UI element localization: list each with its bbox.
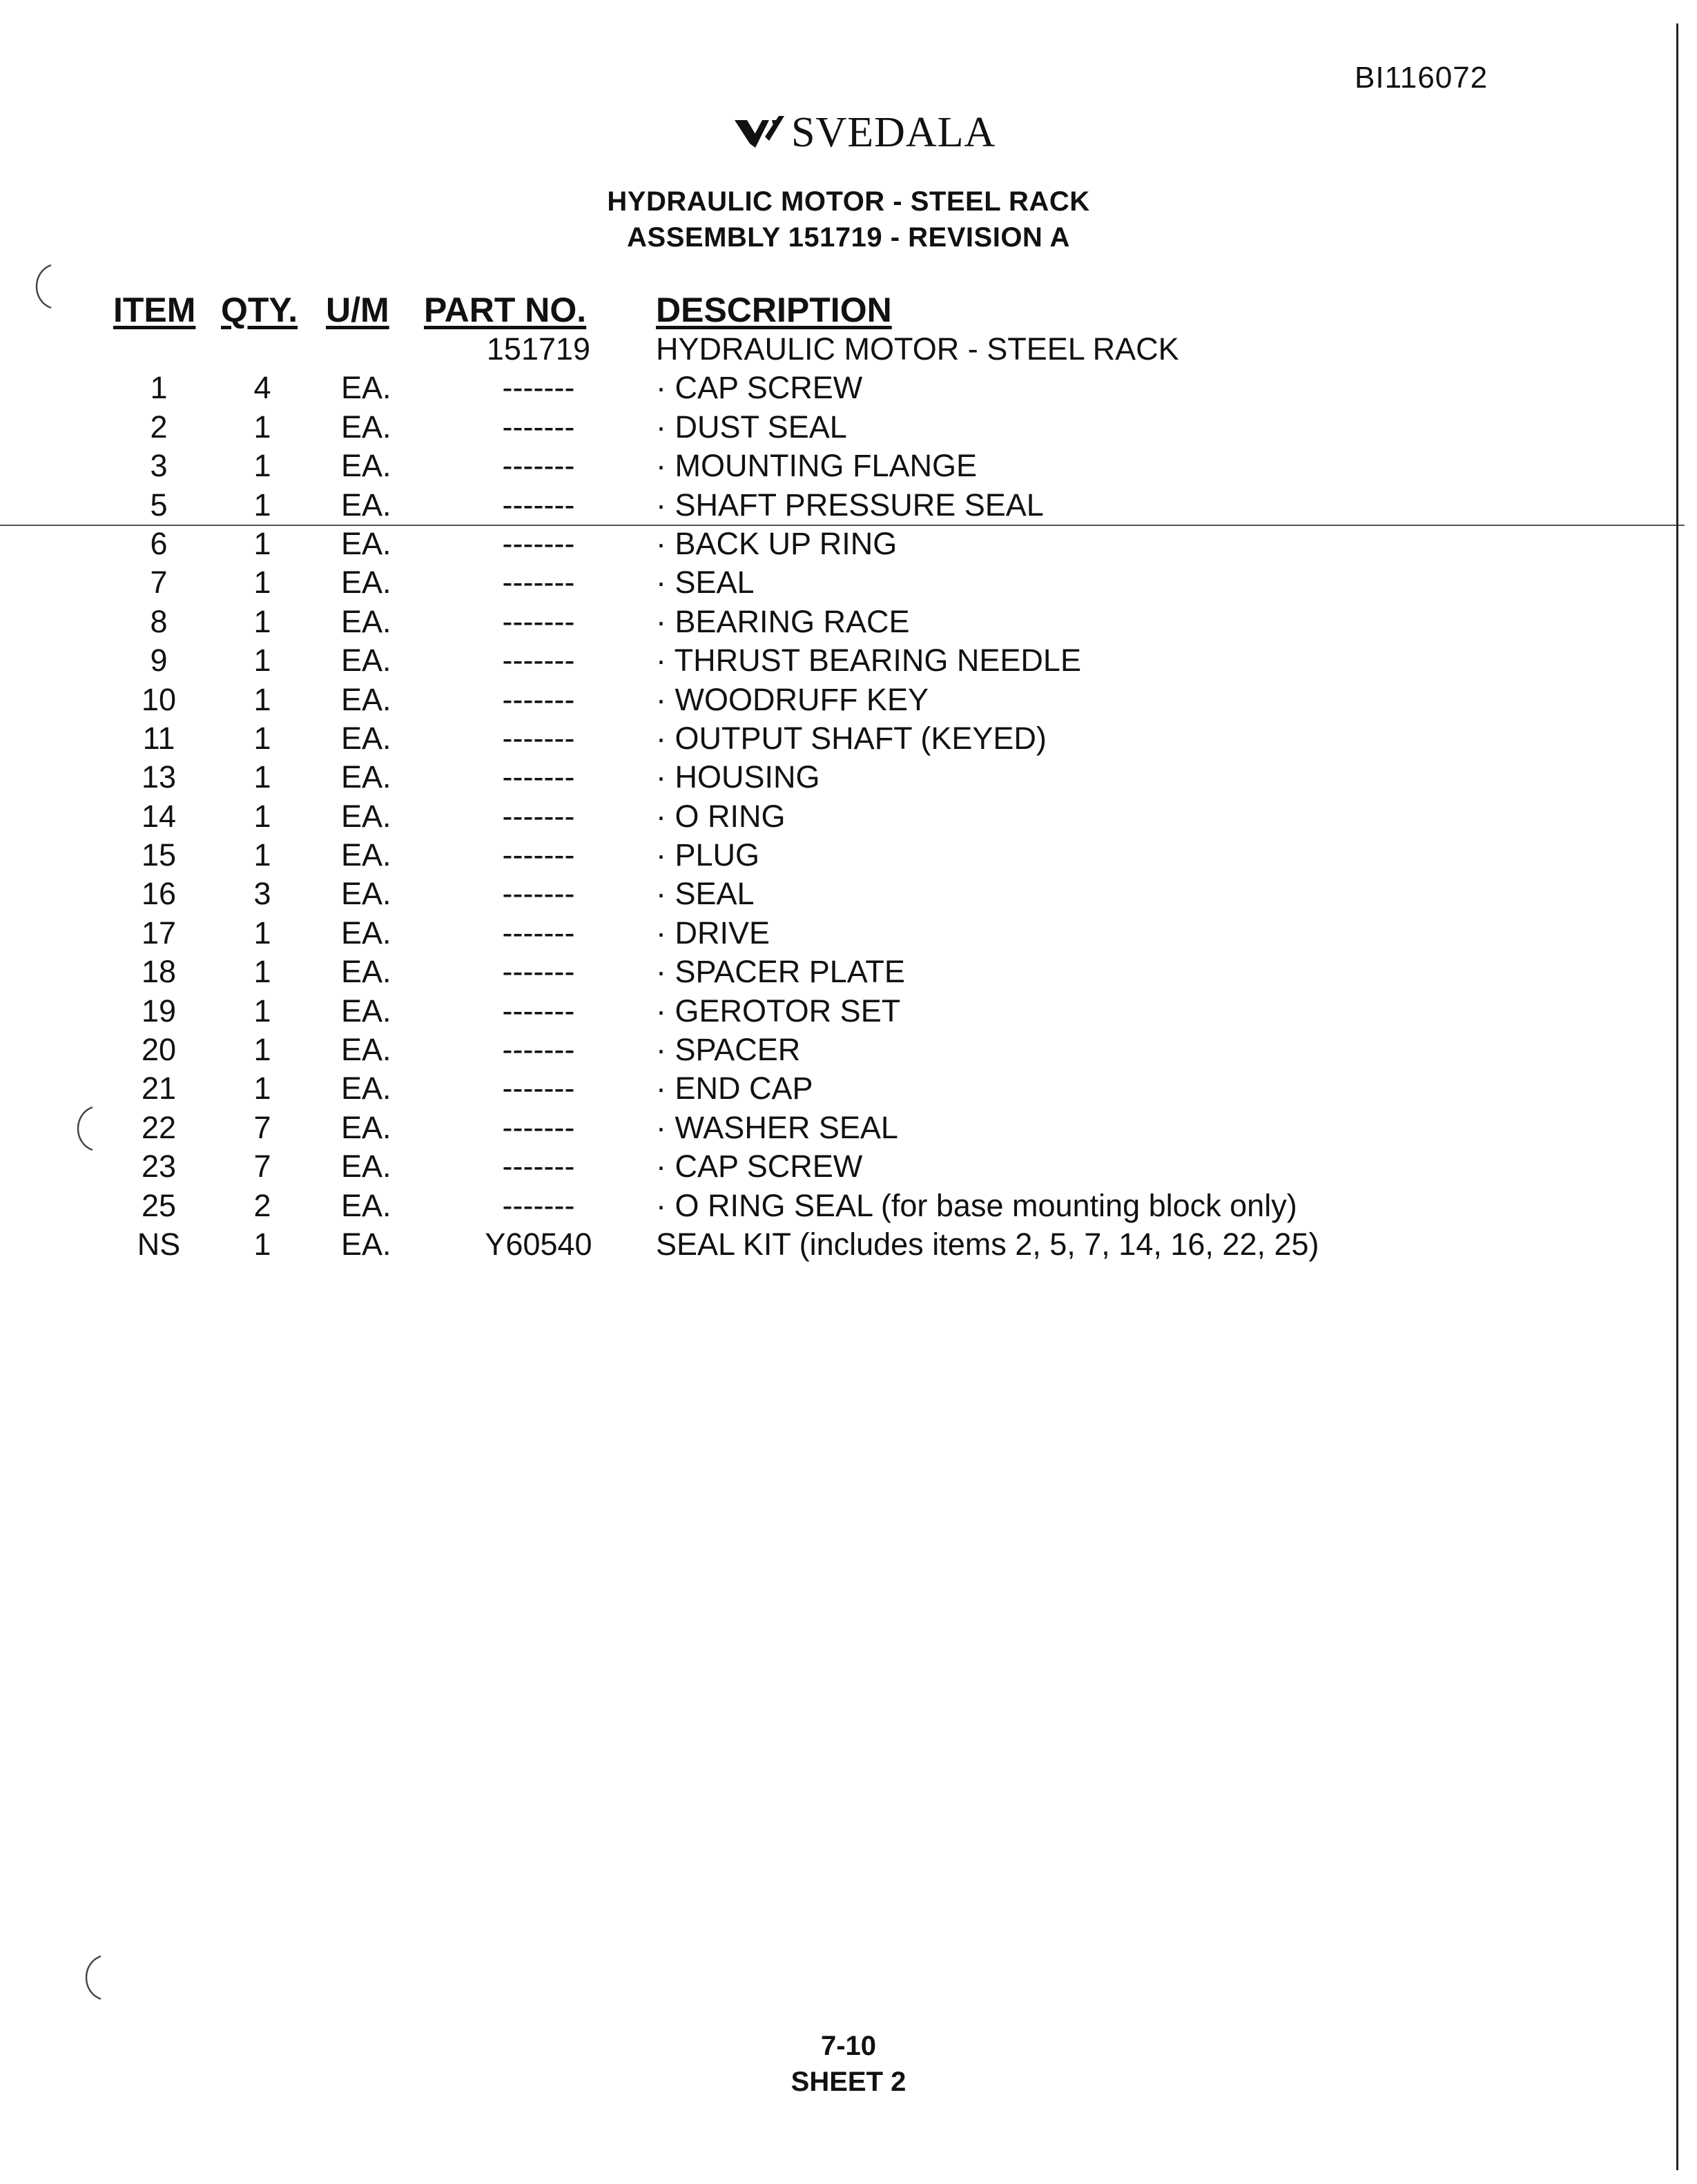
column-header-um: U/M [326,291,389,329]
cell-um: EA. [341,448,391,484]
cell-item: 5 [150,487,168,523]
cell-part-no: ------- [502,720,575,756]
cell-part-no: ------- [502,643,575,679]
cell-item: 23 [141,1149,177,1184]
cell-item: 7 [150,565,168,601]
column-header-qty: QTY. [221,291,298,329]
cell-um: EA. [341,954,391,990]
document-id: BI116072 [1355,61,1488,95]
table-row [0,1225,1697,1264]
cell-item: 16 [141,876,177,912]
cell-um: EA. [341,681,391,717]
cell-description: · SEAL [656,876,755,912]
cell-description: · BEARING RACE [656,603,910,639]
cell-item: 8 [150,603,168,639]
cell-item: 3 [150,448,168,484]
cell-item: 1 [150,370,168,406]
cell-qty: 1 [253,915,271,950]
cell-qty: 1 [253,759,271,795]
cell-um: EA. [341,603,391,639]
cell-item: 9 [150,643,168,679]
cell-part-no: ------- [502,954,575,990]
cell-part-no: 151719 [486,331,591,367]
cell-um: EA. [341,525,391,561]
cell-qty: 3 [253,876,271,912]
cell-part-no: ------- [502,525,575,561]
cell-um: EA. [341,487,391,523]
cell-description: · DRIVE [656,915,770,950]
page-edge-line [1676,23,1678,2170]
cell-part-no: ------- [502,448,575,484]
cell-qty: 1 [253,720,271,756]
cell-qty: 1 [253,681,271,717]
cell-qty: 1 [253,1226,271,1262]
table-row [0,953,1697,991]
cell-item: 22 [141,1109,177,1145]
cell-um: EA. [341,915,391,950]
binder-hole-mark-icon [69,1104,97,1153]
table-row [0,408,1697,447]
table-row [0,719,1697,758]
cell-item: 11 [142,720,175,756]
cell-item: 19 [141,993,177,1028]
cell-part-no: ------- [502,487,575,523]
cell-description: · WOODRUFF KEY [656,681,929,717]
cell-um: EA. [341,759,391,795]
table-row [0,447,1697,485]
cell-item: 21 [141,1071,177,1106]
sheet-number: SHEET 2 [791,2067,906,2097]
cell-part-no: ------- [502,370,575,406]
cell-description: · SPACER PLATE [656,954,905,990]
brand-logo [732,105,996,160]
cell-um: EA. [341,1149,391,1184]
table-row [0,914,1697,953]
cell-part-no: ------- [502,1109,575,1145]
cell-description: · GEROTOR SET [656,993,901,1028]
svedala-logo-mark-icon [732,113,787,152]
cell-um: EA. [341,798,391,834]
cell-item: 25 [141,1187,177,1223]
cell-item: 20 [141,1032,177,1068]
cell-part-no: ------- [502,565,575,601]
cell-part-no: ------- [502,409,575,445]
cell-part-no: ------- [502,1187,575,1223]
cell-description: · END CAP [656,1071,813,1106]
cell-um: EA. [341,1226,391,1262]
cell-um: EA. [341,720,391,756]
table-row [0,603,1697,641]
cell-part-no: ------- [502,681,575,717]
table-row [0,1031,1697,1069]
cell-description: · O RING SEAL (for base mounting block only) [656,1187,1297,1223]
cell-part-no: ------- [502,993,575,1028]
column-header-item: ITEM [113,291,196,329]
column-header-part-no: PART NO. [424,291,587,329]
table-row [0,563,1697,602]
cell-um: EA. [341,837,391,873]
cell-qty: 1 [253,525,271,561]
cell-um: EA. [341,1032,391,1068]
table-row [0,1069,1697,1108]
cell-um: EA. [341,1071,391,1106]
cell-um: EA. [341,1187,391,1223]
cell-qty: 7 [253,1149,271,1184]
brand-name: SVEDALA [791,108,996,156]
cell-item: 18 [141,954,177,990]
cell-description: HYDRAULIC MOTOR - STEEL RACK [656,331,1179,367]
cell-um: EA. [341,1109,391,1145]
cell-qty: 1 [253,603,271,639]
table-row [0,1147,1697,1186]
cell-qty: 7 [253,1109,271,1145]
cell-description: · THRUST BEARING NEEDLE [656,643,1081,679]
cell-item: 6 [150,525,168,561]
page-number: 7-10 [820,2031,877,2061]
cell-qty: 1 [253,487,271,523]
cell-qty: 1 [253,837,271,873]
cell-um: EA. [341,409,391,445]
table-row [0,681,1697,719]
table-row [0,525,1697,563]
cell-part-no: ------- [502,798,575,834]
table-row [0,758,1697,797]
table-row [0,992,1697,1031]
cell-item: 10 [141,681,177,717]
cell-qty: 1 [253,993,271,1028]
parts-list [0,330,1697,1303]
cell-description: · O RING [656,798,786,834]
cell-qty: 1 [253,409,271,445]
table-row [0,369,1697,407]
cell-description: · DUST SEAL [656,409,847,445]
table-row [0,1264,1697,1303]
cell-description: · PLUG [656,837,760,873]
cell-part-no: ------- [502,837,575,873]
table-row [0,486,1697,525]
cell-item: 14 [141,798,177,834]
cell-description: SEAL KIT (includes items 2, 5, 7, 14, 16, 22, 25) [656,1226,1319,1262]
cell-part-no: ------- [502,1149,575,1184]
cell-description: · MOUNTING FLANGE [656,448,978,484]
cell-item: 17 [141,915,177,950]
cell-um: EA. [341,876,391,912]
cell-qty: 2 [253,1187,271,1223]
table-row [0,641,1697,680]
cell-part-no: ------- [502,759,575,795]
column-header-description: DESCRIPTION [656,291,892,329]
binder-hole-mark-icon [77,1953,105,2002]
scan-artifact-line [0,525,1685,526]
cell-part-no: ------- [502,1032,575,1068]
table-row [0,836,1697,875]
cell-description: · SHAFT PRESSURE SEAL [656,487,1044,523]
binder-hole-mark-icon [28,262,55,311]
cell-qty: 1 [253,1071,271,1106]
cell-qty: 1 [253,448,271,484]
cell-part-no: ------- [502,915,575,950]
table-row [0,1109,1697,1147]
cell-description: · OUTPUT SHAFT (KEYED) [656,720,1047,756]
cell-item: NS [137,1226,181,1262]
table-row [0,330,1697,369]
cell-item: 15 [141,837,177,873]
cell-qty: 1 [253,1032,271,1068]
cell-part-no: Y60540 [485,1226,592,1262]
table-row [0,875,1697,913]
cell-qty: 4 [253,370,271,406]
document-subtitle: ASSEMBLY 151719 - REVISION A [627,222,1070,253]
cell-description: · CAP SCREW [656,370,863,406]
cell-description: · SPACER [656,1032,801,1068]
table-row [0,1187,1697,1225]
cell-qty: 1 [253,954,271,990]
cell-um: EA. [341,993,391,1028]
cell-qty: 1 [253,643,271,679]
cell-qty: 1 [253,798,271,834]
cell-description: · WASHER SEAL [656,1109,898,1145]
cell-item: 13 [141,759,177,795]
cell-um: EA. [341,370,391,406]
cell-part-no: ------- [502,603,575,639]
cell-part-no: ------- [502,876,575,912]
cell-um: EA. [341,565,391,601]
cell-description: · SEAL [656,565,755,601]
cell-description: · HOUSING [656,759,820,795]
cell-part-no: ------- [502,1071,575,1106]
cell-um: EA. [341,643,391,679]
document-title: HYDRAULIC MOTOR - STEEL RACK [607,186,1090,217]
cell-qty: 1 [253,565,271,601]
cell-description: · CAP SCREW [656,1149,863,1184]
table-row [0,797,1697,836]
cell-description: · BACK UP RING [656,525,898,561]
cell-item: 2 [150,409,168,445]
